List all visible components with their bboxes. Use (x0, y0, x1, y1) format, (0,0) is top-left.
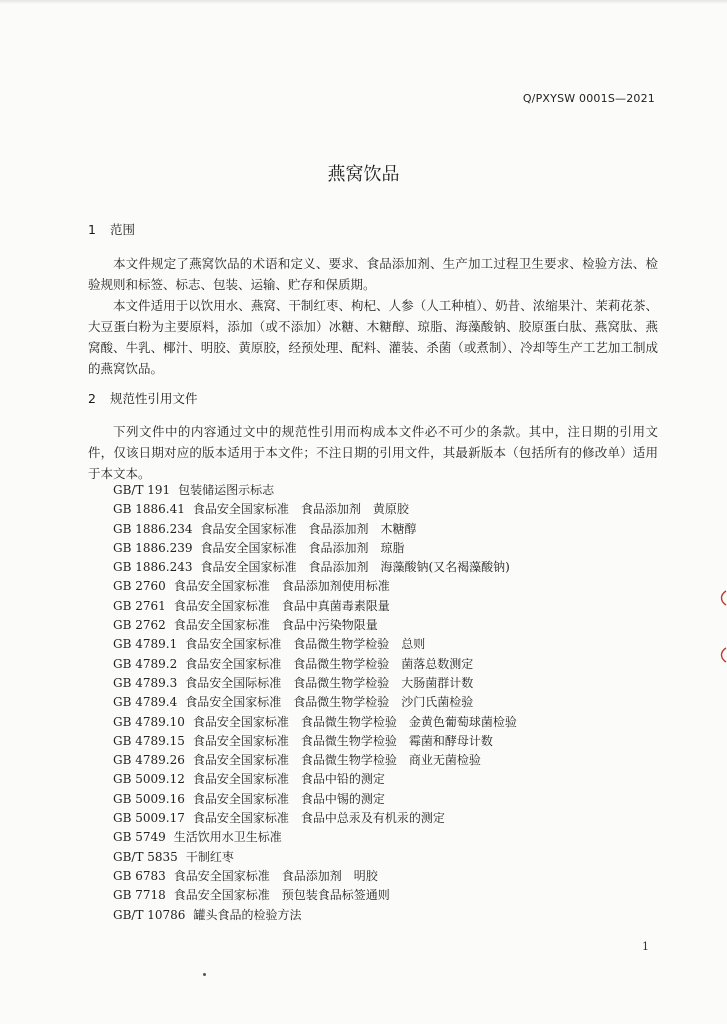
reference-title: 食品安全国家标准 食品中铅的测定 (192, 772, 385, 787)
reference-item (113, 655, 517, 674)
reference-title: 食品安全国家标准 食品微生物学检验 金黄色葡萄球菌检验 (192, 714, 517, 729)
reference-title: 食品安全国家标准 食品添加剂 明胶 (173, 868, 378, 883)
reference-item (113, 635, 517, 654)
reference-item (113, 597, 517, 616)
normative-intro: 下列文件中的内容通过文中的规范性引用而构成本文件必不可少的条款。其中，注日期的引用文件，仅该日期对应的版本适用于本文件；不注日期的引用文件，其最新版本（包括所有的修改单）适用于本文本。 (88, 424, 658, 481)
reference-item (113, 732, 517, 751)
reference-title: 食品安全国家标准 食品添加剂 木糖醇 (200, 521, 417, 536)
reference-item (113, 539, 517, 558)
reference-item (113, 481, 517, 500)
scope-paragraph-2: 本文件适用于以饮用水、燕窝、干制红枣、枸杞、人参（人工种植）、奶昔、浓缩果汁、茉莉花茶、大豆蛋白粉为主要原料，添加（或不添加）冰糖、木糖醇、琼脂、海藻酸钠、胶原蛋白肽、燕窝肽、燕窝酸、牛乳、椰汁、明胶、黄原胶，经预处理、配料、灌装、杀菌（或煮制）、冷却等生产工艺加工制成的燕窝饮品。 (88, 298, 658, 376)
reference-item (113, 848, 517, 867)
reference-code: GB 4789.10 (113, 714, 185, 729)
reference-item (113, 886, 517, 905)
reference-code: GB/T 10786 (113, 907, 186, 922)
reference-code: GB 5009.17 (113, 811, 185, 826)
page-number: 1 (642, 940, 649, 953)
reference-item (113, 867, 517, 886)
reference-title: 干制红枣 (185, 849, 234, 864)
reference-code: GB 5009.16 (113, 791, 185, 806)
reference-code: GB 7718 (113, 888, 166, 903)
reference-code: GB 1886.41 (113, 502, 185, 517)
section-1-number: 1 (88, 222, 96, 237)
reference-title: 食品安全国家标准 食品中锡的测定 (192, 791, 385, 806)
section-2-heading (88, 389, 198, 407)
document-title: 燕窝饮品 (327, 164, 400, 185)
reference-title: 包装储运图示标志 (178, 483, 275, 497)
reference-code: GB 4789.2 (113, 656, 178, 671)
reference-code: GB 4789.15 (113, 733, 185, 748)
scan-mark-icon (717, 590, 727, 606)
reference-code: GB 2762 (113, 618, 166, 633)
reference-code: GB 1886.239 (113, 540, 193, 555)
reference-title: 食品安全国家标准 食品添加剂 琼脂 (200, 540, 405, 555)
reference-item (113, 558, 517, 577)
reference-code: GB/T 191 (113, 483, 171, 497)
reference-code: GB 1886.234 (113, 521, 193, 536)
document-code: Q/PXYSW 0001S—2021 (522, 92, 655, 105)
reference-item (113, 770, 517, 789)
reference-list (113, 481, 517, 925)
reference-item (113, 674, 517, 693)
scan-dot (203, 973, 206, 976)
reference-title: 食品安全国际标准 食品微生物学检验 大肠菌群计数 (185, 675, 474, 690)
reference-title: 食品安全国家标准 食品微生物学检验 菌落总数测定 (185, 656, 474, 671)
reference-item (113, 751, 517, 770)
reference-code: GB 4789.26 (113, 753, 185, 768)
reference-code: GB 6783 (113, 868, 166, 883)
reference-title: 罐头食品的检验方法 (193, 907, 302, 922)
reference-item (113, 790, 517, 809)
reference-title: 食品安全国家标准 食品微生物学检验 霉菌和酵母计数 (192, 733, 493, 748)
reference-item (113, 693, 517, 712)
reference-item (113, 500, 517, 519)
reference-code: GB 4789.1 (113, 637, 178, 652)
reference-code: GB 4789.4 (113, 695, 178, 710)
reference-title: 食品安全国家标准 食品添加剂 海藻酸钠(又名褐藻酸钠) (200, 560, 510, 575)
reference-code: GB 4789.3 (113, 675, 178, 690)
reference-title: 食品安全国家标准 食品微生物学检验 商业无菌检验 (192, 753, 481, 768)
section-1-title: 范围 (109, 222, 135, 237)
section-2-number: 2 (88, 391, 96, 406)
section-1-heading (88, 220, 135, 238)
reference-title: 食品安全国家标准 食品添加剂 黄原胶 (192, 502, 409, 517)
reference-title: 食品安全国家标准 食品添加剂使用标准 (173, 579, 390, 594)
reference-title: 食品安全国家标准 食品微生物学检验 沙门氏菌检验 (185, 695, 474, 710)
scan-mark-icon (717, 647, 727, 663)
reference-code: GB 5009.12 (113, 772, 185, 787)
scan-top-edge (0, 0, 727, 4)
reference-code: GB 2760 (113, 579, 166, 594)
reference-code: GB 1886.243 (113, 560, 193, 575)
reference-title: 食品安全国家标准 食品中总汞及有机汞的测定 (192, 811, 445, 826)
reference-item (113, 616, 517, 635)
reference-title: 食品安全国家标准 食品中真菌毒素限量 (173, 598, 390, 613)
reference-item (113, 906, 517, 925)
reference-code: GB/T 5835 (113, 849, 178, 864)
reference-item (113, 828, 517, 847)
scope-paragraph-1: 本文件规定了燕窝饮品的术语和定义、要求、食品添加剂、生产加工过程卫生要求、检验方法、检验规则和标签、标志、包装、运输、贮存和保质期。 (88, 256, 658, 292)
reference-title: 生活饮用水卫生标准 (173, 830, 282, 845)
section-2-title: 规范性引用文件 (109, 391, 198, 406)
reference-code: GB 2761 (113, 598, 166, 613)
reference-code: GB 5749 (113, 830, 166, 845)
reference-item (113, 577, 517, 596)
reference-title: 食品安全国家标准 预包装食品标签通则 (173, 888, 390, 903)
reference-item (113, 809, 517, 828)
reference-title: 食品安全国家标准 食品中污染物限量 (173, 618, 378, 633)
reference-item (113, 520, 517, 539)
reference-item (113, 713, 517, 732)
reference-title: 食品安全国家标准 食品微生物学检验 总则 (185, 637, 426, 652)
